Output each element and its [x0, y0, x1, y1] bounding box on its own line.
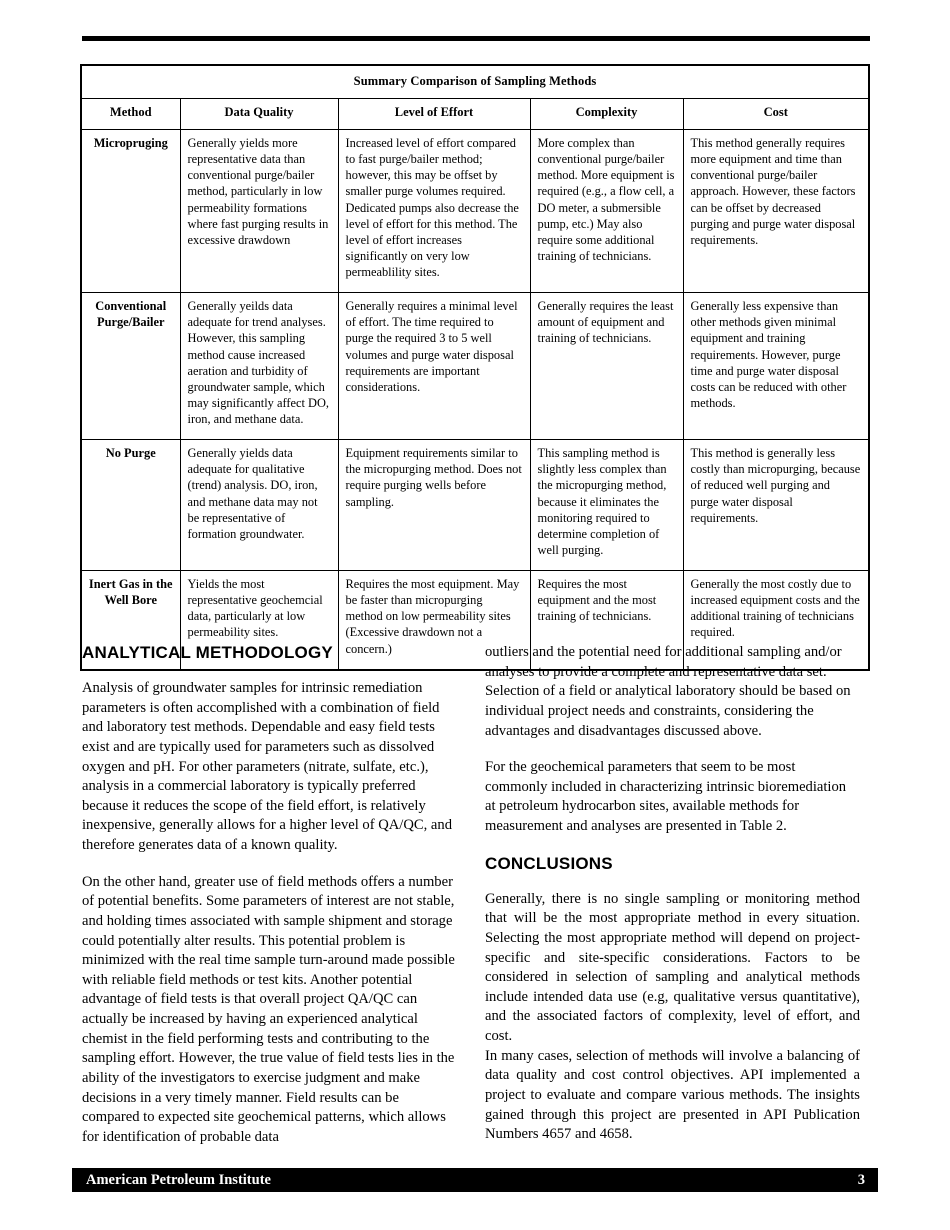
cell-data-quality: Yields the most representative geochemcial data, particularly at low permeability sites. [180, 571, 338, 669]
body-text-area [82, 643, 872, 1145]
footer-organization: American Petroleum Institute [86, 1171, 271, 1188]
cell-complexity: More complex than conventional purge/bailer method. More equipment is required (e.g., a flow cell, a DO meter, a submersible pump, etc.) May also require some additional training of technicians. [530, 130, 683, 293]
column-header-level-of-effort: Level of Effort [338, 99, 530, 130]
paragraph-outliers-continuation: outliers and the potential need for additional sampling and/or analyses to provide a complete and representative data set. Selection of a field or analytical laboratory should be based on individual project needs and constraints, considering the advantages and disadvantages discussed above. [485, 644, 851, 739]
cell-data-quality: Generally yeilds data adequate for trend analyses. However, this sampling method cause increased aeration and turbidity of groundwater sample, which may significantly affect DO, iron, and methane data. [180, 293, 338, 440]
page-footer [72, 1168, 878, 1192]
cell-complexity: Generally requires the least amount of equipment and training of technicians. [530, 293, 683, 440]
right-text-column [485, 643, 860, 1145]
table-row [82, 440, 868, 571]
cell-cost: This method is generally less costly than micropurging, because of reduced well purging and purge water disposal requirements. [683, 440, 868, 571]
column-header-method: Method [82, 99, 180, 130]
cell-complexity: This sampling method is slightly less complex than the micropurging method, because it eliminates the monitoring required to determine completion of well purging. [530, 440, 683, 571]
paragraph-no-single-method: Generally, there is no single sampling or monitoring method that will be the most appropriate method in every situation. Selecting the most appropriate method will depend on project-specific and site-specific considerations. Factors to be considered in selection of sampling and analytical methods include intended data use (e.g, qualitative versus quantitative), and the associated factors of complexity, level of effort, and cost. [485, 890, 860, 1044]
paragraph-geochemical-parameters: For the geochemical parameters that seem to be most commonly included in characterizing intrinsic bioremediation at petroleum hydrocarbon sites, available methods for measurement and analyses are presented in Table 2. [485, 759, 847, 834]
paragraph-field-methods-benefits: On the other hand, greater use of field methods offers a number of potential benefits. Some parameters of interest are not stable, and holding times associated with sample shipment and storage could potentially alter results. This potential problem is minimized with the real time sample turn-around made possible with reliable field methods or test kits. Another potential advantage of field tests is that overall project QA/QC can actually be increased by having an experienced analytical chemist in the field performing tests and contributing to the sampling effort. However, the true value of field tests lies in the ability of the investigators to exercise judgment and make decisions in a very timely manner. Field results can be compared to expected site geochemical patterns, which allows for identification of probable data [82, 873, 455, 1145]
cell-level-of-effort: Increased level of effort compared to fast purge/bailer method; however, this may be offset by smaller purge volumes required. Dedicated pumps also decrease the level of effort for this method. The level of effort increases significantly on very low permeablility sites. [338, 130, 530, 293]
table-row [82, 293, 868, 440]
cell-level-of-effort: Equipment requirements similar to the micropurging method. Does not require purging wells before sampling. [338, 440, 530, 571]
cell-method: Conventional Purge/Bailer [82, 293, 180, 440]
column-header-complexity: Complexity [530, 99, 683, 130]
left-text-column [82, 643, 457, 1147]
heading-conclusions: CONCLUSIONS [485, 853, 613, 873]
cell-method: No Purge [82, 440, 180, 571]
footer-page-number: 3 [857, 1171, 865, 1188]
cell-level-of-effort: Requires the most equipment. May be faster than micropurging method on low permeability sites (Excessive drawdown not a concern.) [338, 571, 530, 669]
header-rule [82, 36, 870, 41]
cell-cost: Generally the most costly due to increased equipment costs and the additional training of technicians required. [690, 577, 860, 640]
cell-data-quality: Generally yields more representative data than conventional purge/bailer method, particularly in low permeability formations where fast purging results in excessive drawdown [180, 130, 338, 293]
column-header-cost: Cost [683, 99, 868, 130]
cell-level-of-effort: Generally requires a minimal level of effort. The time required to purge the required 3 to 5 well volumes and purge water disposal requirements are important considerations. [338, 293, 530, 440]
paragraph-analysis-of-groundwater: Analysis of groundwater samples for intrinsic remediation parameters is often accomplished with a combination of field and laboratory test methods. Dependable and easy field tests exist and are typically used for parameters such as dissolved oxygen and pH. For other parameters (nitrate, sulfate, etc.), analysis in a commercial laboratory is typically preferred because it reduces the scope of the field effort, is relatively inexpensive, generally allows for a higher level of QA/QC, and therefore generates data of a known quality. [82, 680, 453, 853]
table-row [82, 130, 868, 293]
summary-comparison-table [80, 64, 870, 671]
cell-complexity: Requires the most equipment and the most training of technicians. [530, 571, 683, 669]
column-header-data-quality: Data Quality [180, 99, 338, 130]
heading-analytical-methodology: ANALYTICAL METHODOLOGY [82, 643, 333, 662]
cell-cost: This method generally requires more equipment and time than conventional purge/bailer approach. However, these factors can be offset by decreased purging and purge water disposal requirements. [683, 130, 868, 293]
paragraph-balancing-objectives: In many cases, selection of methods will involve a balancing of data quality and cost control objectives. API implemented a project to evaluate and compare various methods. The insights gained through this project are presented in API Publication Numbers 4657 and 4658. [485, 1047, 860, 1143]
table-caption: Summary Comparison of Sampling Methods [82, 66, 868, 99]
cell-method: Micropruging [82, 130, 180, 293]
cell-cost: Generally less expensive than other methods given minimal equipment and training requirements. However, purge time and purge water disposal costs can be reduced with other methods. [683, 293, 868, 440]
cell-data-quality: Generally yields data adequate for qualitative (trend) analysis. DO, iron, and methane data may not be representative of formation groundwater. [180, 440, 338, 571]
cell-method: Inert Gas in the Well Bore [82, 571, 180, 669]
table-header-row [82, 99, 868, 130]
